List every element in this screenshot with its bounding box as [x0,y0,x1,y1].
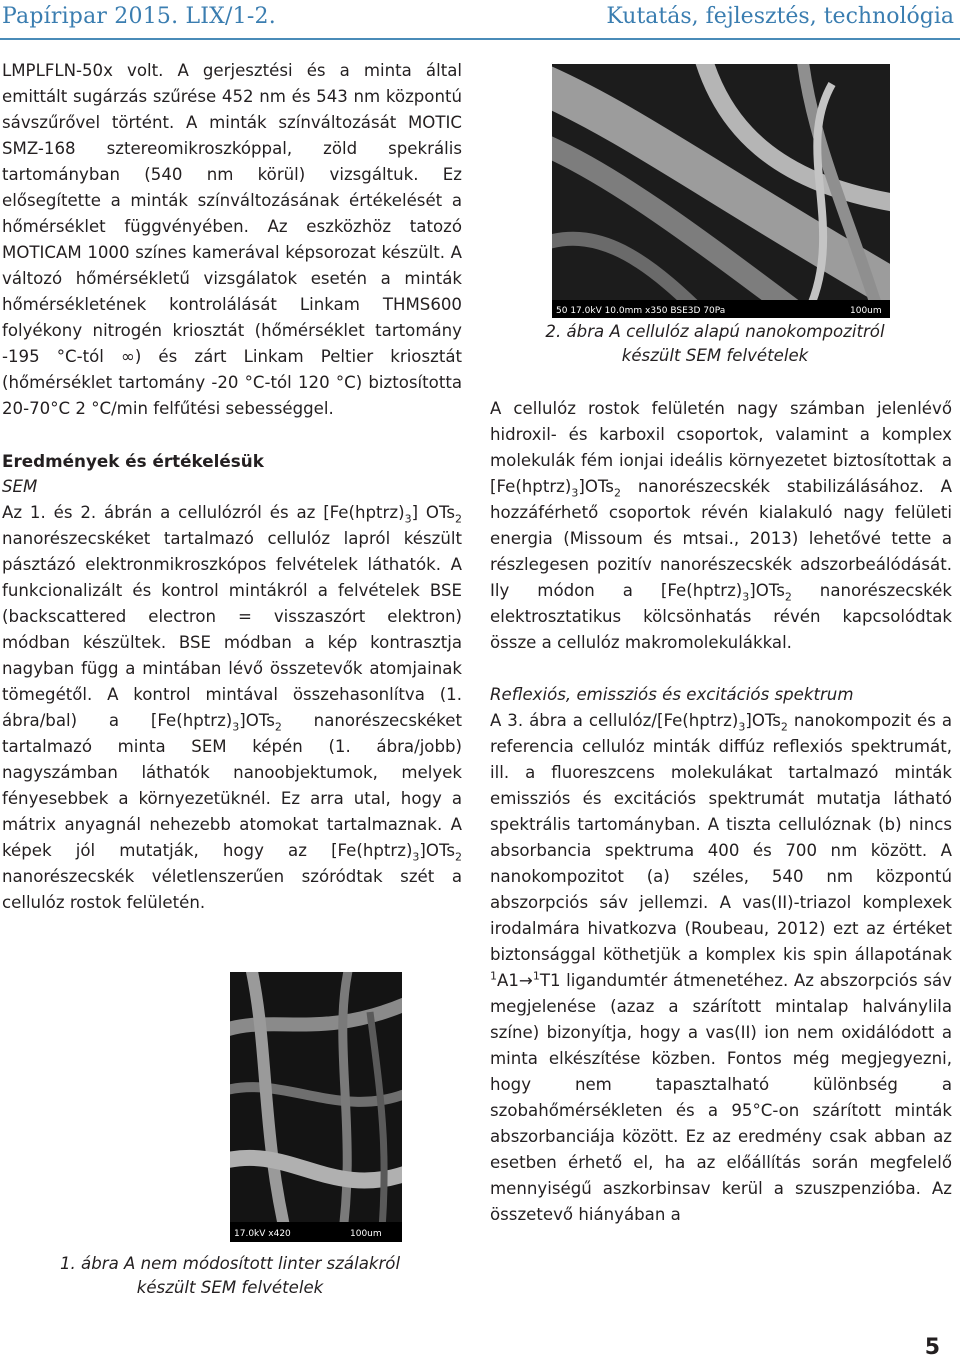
fig1-scale-right: 100um [350,1229,382,1239]
fiber-image [230,972,402,1242]
figure-1-caption: 1. ábra A nem módosított linter szálakról készült SEM felvételek [59,1254,401,1297]
fig2-scale-left: 50 17.0kV 10.0mm x350 BSE3D 70Pa [556,306,726,316]
intro-paragraph: LMPLFLN-50x volt. A gerjesztési és a minta által emittált sugárzás szűrése 452 nm és 543 nm központú sávszűrővel történt. A minták színváltozását MOTIC SMZ-168 sztereomikroszkóppal, zöld spekrális tartományban (540 nm körül) vizsgáltuk. Ez elősegítette a minták színváltozásának értékelését a hőmérséklet függvényében. Az eszközhöz tatozó MOTICAM 1000 színes kamerával képsorozat készült. A változó hőmérsékletű vizsgálatok esetén a minták hőmérsékletének kontrolálását Linkam THMS600 folyékony nitrogén kriosztát (hőmérséklet tartomány -195 °C-tól ∞) és zárt Linkam Peltier kriosztát (hőmérséklet tartomány -20 °C-tól 120 °C) biztosította 20-70°C 2 °C/min felfűtési sebességgel. [2,61,462,418]
journal-issue: Papíripar 2015. LIX/1-2. [2,4,276,29]
results-heading: Eredmények és értékelésük [2,451,264,471]
sem-paragraph: Az 1. és 2. ábrán a cellulózról és az $[Fe(hptrz)_3]$ OTs$_2$ nanorészecskéket tartalmazó cellulóz lapról készült pásztázó elektronmikroszkópos felvételek láthatók. A funkcionalizált és kontrol mintákról a felvételek BSE (backscattered electron = visszaszórt elektron) módban készültek. BSE módban a kép kontrasztja nagyban függ a mintában lévő összetevők atomjainak tömegétől. A kontrol mintával összehasonlítva (1. ábra/bal) a $[Fe(hptrz)_3]OTs_2$ nanorészecskéket tartalmazó minta SEM képén (1. ábra/jobb) nagyszámban láthatók nanoobjektumok, melyek fényesebbek a környezetüknél. Ez arra utal, hogy a mátrix anyagnál nehezebb atomokat tartalmaznak. A képek jól mutatják, hogy az $[Fe(hptrz)_3]OTs_2$ nanorészecskék véletlenszerűen szóródtak szét a cellulóz rostok felületén. [2,503,462,912]
fig1-scale-left: 17.0kV x420 [234,1229,291,1239]
right-column [490,396,952,1228]
cellulose-paragraph: A cellulóz rostok felületén nagy számban jelenlévő hidroxil- és karboxil csoportok, valamint a komplex molekulák fém ionjai ideális környezetet biztosítottak a $[Fe(hptrz)_3]OTs_2$ nanorészecskék stabilizálásához. A hozzáférhető csoportok révén kialakuló nagy felületi energia (Missoum és mtsai., 2013) lehetővé tette a részlegesen pozitív nanorészecskék adszorbeálódását. Ily módon a $[Fe(hptrz)_3]OTs_2$ nanorészecskék elektrosztatikus kölcsönhatás révén kapcsolódtak össze a cellulóz makromolekulákkal. [490,399,952,652]
spectra-paragraph: A 3. ábra a cellulóz/$[Fe(hptrz)_3]OTs_2$ nanokompozit és a referencia cellulóz minták diffúz reflexiós spektrumát, ill. a fluoreszcens molekulákat tartalmazó minták emissziós és excitációs spektrumát mutatja látható spektrális tartományban. A tiszta cellulóznak (b) nincs absorbancia spektruma 400 és 700 nm között. A nanokompozitot (a) széles, 540 nm központú abszorpciós sáv jellemzi. A vas(II)-triazol komplexek irodalmára hivatkozva (Roubeau, 2012) ezt az értéket biztonsággal köthetjük a komplex kis spin állapotának $^1$A1→$^1$T1 ligandumtér átmenetéhez. Az abszorpciós sáv megjelenése (azaz a szárított mintalap halványlila színe) bizonyítja, hogy a vas(II) ion nem oxidálódott a minta elkészítése közben. Fontos még megjegyezni, hogy nem tapasztalható különbség a szobahőmérsékleten és a 95°C-on szárított minták abszorbanciája között. Ez az eredmény csak abban az esetben érhető el, ha az előállítás során megfelelő mennyiségű aszkorbinsav kerül a szuszpenzióba. Az összetevő hiányában a [490,711,952,1224]
figure-2-caption: 2. ábra A cellulóz alapú nanokompozitról készült SEM felvételek [545,322,885,365]
fig2-scale-right: 100um [850,306,882,316]
figure-1-sem-image [230,972,402,1242]
section-title: Kutatás, fejlesztés, technológia [606,4,954,29]
page-number: 5 [924,1335,940,1360]
sem-subheading: SEM [2,477,38,496]
nanocomposite-image [552,64,890,318]
spectra-subheading: Reflexiós, emissziós és excitációs spektrum [490,685,854,704]
figure-2-sem-image [552,64,890,318]
running-header [0,0,960,40]
left-column [2,58,462,916]
